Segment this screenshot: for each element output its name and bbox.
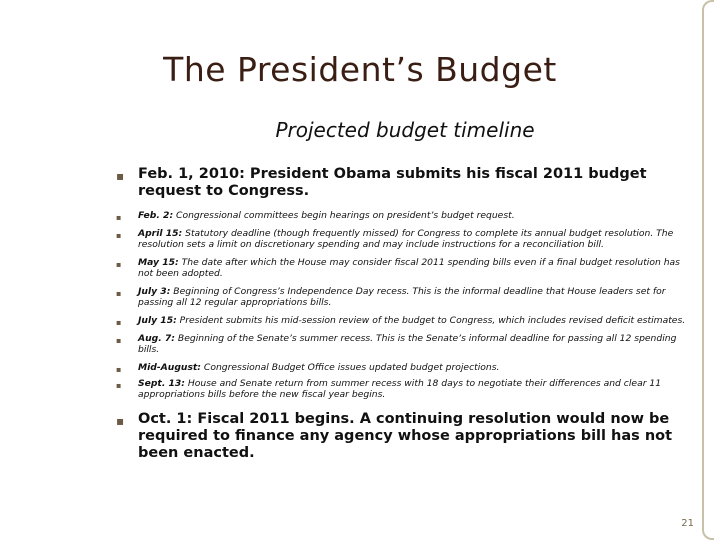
bullet-icon: ▪ <box>116 213 122 222</box>
slide-subtitle: Projected budget timeline <box>275 118 535 142</box>
item-text: Oct. 1: Fiscal 2011 begins. A continuing resolution would now be required to finance any agency whose appropriations bill has not been enacted. <box>138 411 673 461</box>
timeline-list <box>116 166 696 462</box>
timeline-item-feb-1 <box>116 166 696 200</box>
bullet-icon: ▪ <box>116 381 122 390</box>
item-text: House and Senate return from summer recess with 18 days to negotiate their differences and clear 11 appropriations bills before the new fiscal year begins. <box>138 378 662 400</box>
bullet-icon: ▪ <box>116 260 122 269</box>
timeline-item-july-3 <box>116 286 696 308</box>
page-number: 21 <box>681 518 694 529</box>
item-text: Feb. 1, 2010: President Obama submits his fiscal 2011 budget request to Congress. <box>138 166 647 199</box>
item-text: Statutory deadline (though frequently missed) for Congress to complete its annual budget resolution. The resolution sets a limit on discretionary spending and may include instructions for a reconciliation bill. <box>138 228 674 250</box>
item-date: Sept. 13: <box>138 378 185 389</box>
item-text: Congressional Budget Office issues updated budget projections. <box>201 362 500 373</box>
timeline-item-sept-13 <box>116 378 696 400</box>
timeline-item-april-15 <box>116 228 696 250</box>
slide-title: The President’s Budget <box>163 50 557 89</box>
bullet-icon: ▪ <box>116 365 122 374</box>
item-date: Aug. 7: <box>138 333 175 344</box>
timeline-item-may-15 <box>116 257 696 279</box>
item-text: Beginning of the Senate’s summer recess. This is the Senate’s informal deadline for passing all 12 spending bills. <box>138 333 677 355</box>
bullet-icon: ▪ <box>116 231 122 240</box>
bullet-icon: ▪ <box>116 289 122 298</box>
timeline-item-oct-1 <box>116 411 696 462</box>
item-date: Feb. 2: <box>138 210 174 221</box>
item-date: July 15: <box>138 315 177 326</box>
item-date: July 3: <box>138 286 171 297</box>
item-date: Mid-August: <box>138 362 201 373</box>
item-text: Beginning of Congress’s Independence Day recess. This is the informal deadline that House leaders set for passing all 12 regular appropriations bills. <box>138 286 666 308</box>
bullet-icon: ▪ <box>116 414 125 428</box>
item-date: April 15: <box>138 228 183 239</box>
item-date: May 15: <box>138 257 179 268</box>
bullet-icon: ▪ <box>116 169 125 183</box>
item-text: Congressional committees begin hearings on president’s budget request. <box>173 210 515 221</box>
item-text: President submits his mid-session review of the budget to Congress, which includes revised deficit estimates. <box>176 315 686 326</box>
timeline-item-aug-7 <box>116 333 696 355</box>
timeline-item-mid-august <box>116 362 696 373</box>
item-text: The date after which the House may consider fiscal 2011 spending bills even if a final budget resolution has not been adopted. <box>138 257 680 279</box>
bullet-icon: ▪ <box>116 318 122 327</box>
timeline-item-july-15 <box>116 315 696 326</box>
timeline-item-feb-2 <box>116 210 696 221</box>
bullet-icon: ▪ <box>116 336 122 345</box>
